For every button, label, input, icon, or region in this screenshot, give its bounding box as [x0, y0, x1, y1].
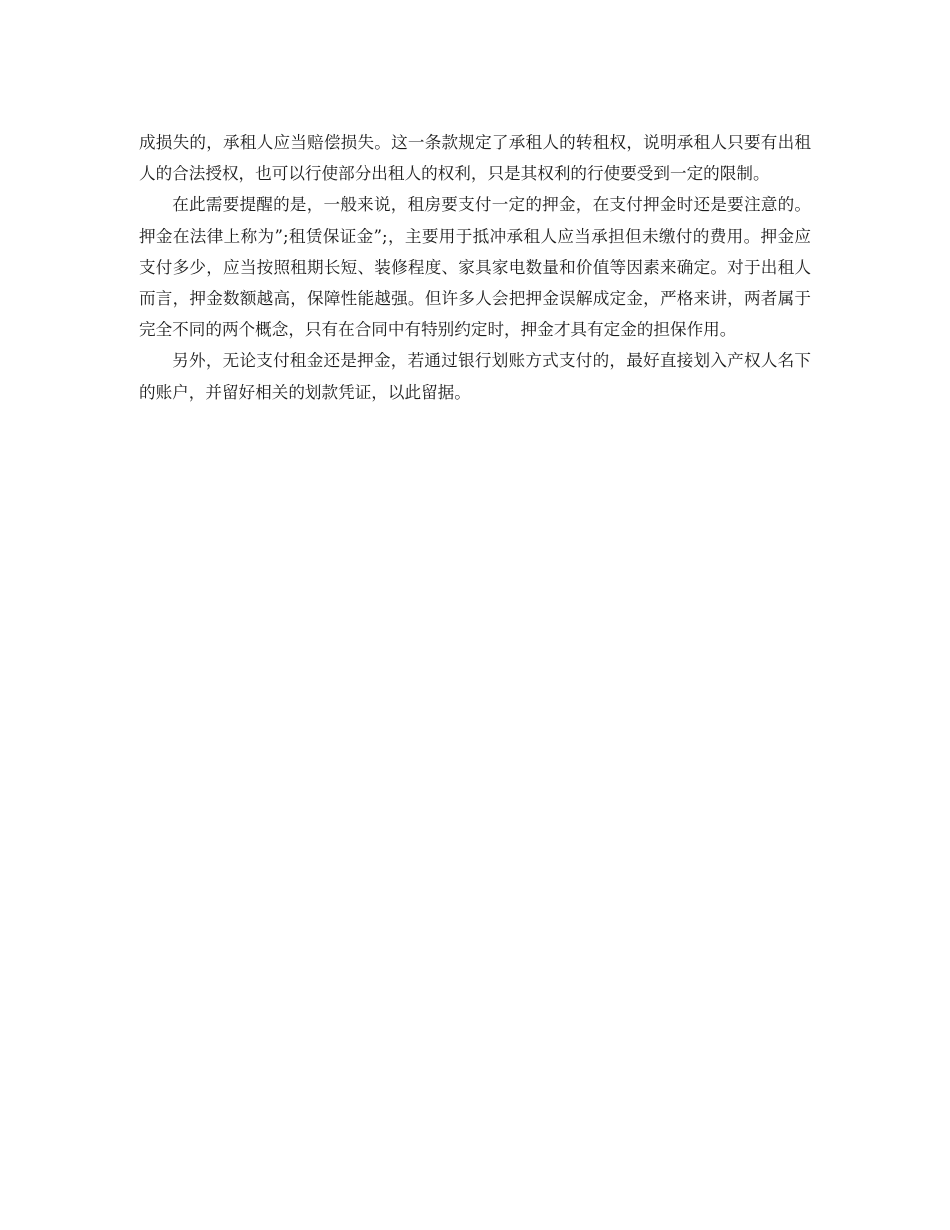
paragraph-2: 在此需要提醒的是，一般来说，租房要支付一定的押金，在支付押金时还是要注意的。押金在法律上称为”;租赁保证金”;，主要用于抵冲承租人应当承担但未缴付的费用。押金应支付多少，应当按照租期长短、装修程度、家具家电数量和价值等因素来确定。对于出租人而言，押金数额越高，保障性能越强。但许多人会把押金误解成定金，严格来讲，两者属于完全不同的两个概念，只有在合同中有特别约定时，押金才具有定金的担保作用。 [139, 195, 811, 340]
document-body [139, 127, 811, 408]
paragraph-1: 成损失的，承租人应当赔偿损失。这一条款规定了承租人的转租权，说明承租人只要有出租人的合法授权，也可以行使部分出租人的权利，只是其权利的行使要受到一定的限制。 [139, 133, 811, 184]
paragraph-3: 另外，无论支付租金还是押金，若通过银行划账方式支付的，最好直接划入产权人名下的账户，并留好相关的划款凭证，以此留据。 [139, 351, 811, 402]
